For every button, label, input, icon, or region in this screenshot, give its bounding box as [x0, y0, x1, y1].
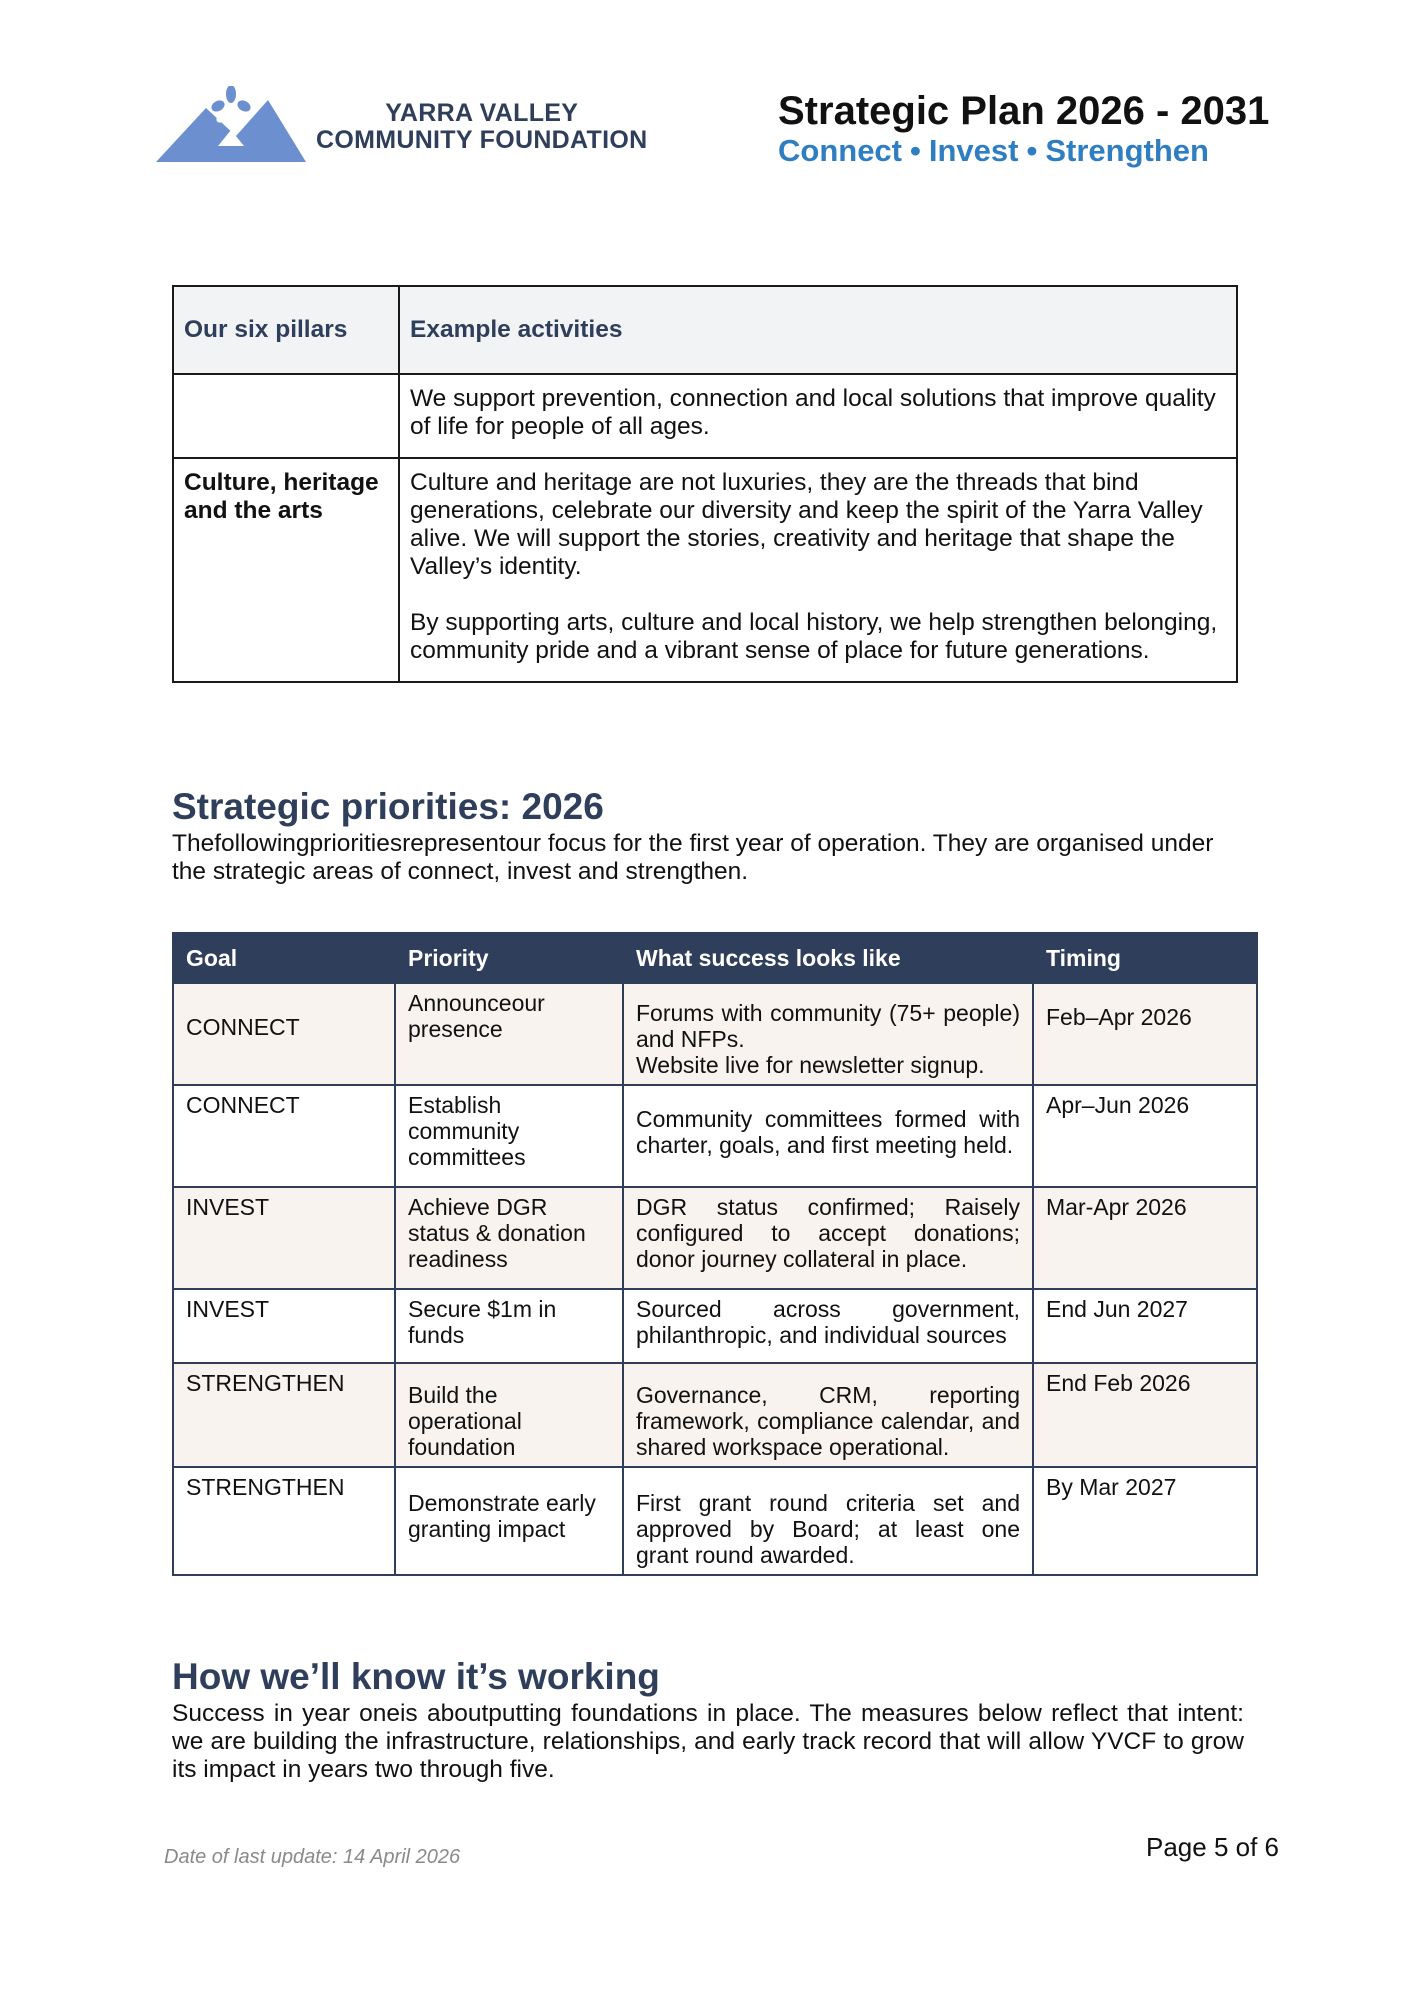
timing-cell: Feb–Apr 2026	[1033, 983, 1257, 1085]
column-header-priority: Priority	[395, 933, 623, 983]
table-row	[173, 1187, 1257, 1289]
timing-cell: By Mar 2027	[1033, 1467, 1257, 1575]
tagline-invest: Invest	[928, 133, 1019, 168]
success-cell: Sourced across government, philanthropic, and individual sources	[623, 1289, 1033, 1363]
page-number: Page 5 of 6	[1146, 1832, 1279, 1862]
table-row	[173, 458, 1237, 682]
activity-paragraph: We support prevention, connection and local solutions that improve quality of life for people of all ages.	[410, 385, 1216, 440]
priorities-table	[172, 932, 1258, 1576]
pillar-activities	[399, 458, 1237, 682]
priority-cell: Secure $1m in funds	[395, 1289, 623, 1363]
priority-cell: Announceour presence	[395, 983, 623, 1085]
tagline	[778, 133, 1209, 169]
priority-cell: Establish community committees	[395, 1085, 623, 1187]
timing-cell: End Feb 2026	[1033, 1363, 1257, 1467]
goal-cell: INVEST	[173, 1289, 395, 1363]
success-cell	[623, 983, 1033, 1085]
bullet-separator: •	[910, 133, 921, 168]
table-row	[173, 983, 1257, 1085]
pillar-name	[173, 374, 399, 458]
timing-cell: End Jun 2027	[1033, 1289, 1257, 1363]
priority-cell: Achieve DGR status & donation readiness	[395, 1187, 623, 1289]
activity-paragraph: Culture and heritage are not luxuries, they are the threads that bind generations, celebrate our diversity and keep the spirit of the Yarra Valley alive. We will support the stories, creativity and heritage that shape the Valley’s identity.	[410, 469, 1203, 580]
goal-cell: CONNECT	[173, 1085, 395, 1187]
success-line: Forums with community (75+ people) and NFPs.	[636, 1000, 1020, 1052]
success-cell: DGR status confirmed; Raisely configured to accept donations; donor journey collateral in place.	[623, 1187, 1033, 1289]
success-cell: Governance, CRM, reporting framework, compliance calendar, and shared workspace operational.	[623, 1363, 1033, 1467]
success-line: Website live for newsletter signup.	[636, 1052, 985, 1078]
org-name-line2: COMMUNITY FOUNDATION	[316, 126, 648, 154]
organisation-name	[316, 100, 647, 154]
plan-title: Strategic Plan 2026 - 2031	[778, 89, 1270, 133]
table-header-row	[173, 286, 1237, 374]
column-header-goal: Goal	[173, 933, 395, 983]
pillars-table	[172, 285, 1238, 683]
goal-cell: STRENGTHEN	[173, 1467, 395, 1575]
section-heading-working: How we’ll know it’s working	[172, 1656, 660, 1697]
column-header-timing: Timing	[1033, 933, 1257, 983]
tagline-strengthen: Strengthen	[1045, 133, 1209, 168]
mountain-logo-icon	[156, 86, 316, 166]
section-heading-priorities: Strategic priorities: 2026	[172, 786, 604, 827]
priority-cell: Build the operational foundation	[395, 1363, 623, 1467]
goal-cell: CONNECT	[173, 983, 395, 1085]
column-header-activities: Example activities	[399, 286, 1237, 374]
tagline-connect: Connect	[778, 133, 902, 168]
column-header-success: What success looks like	[623, 933, 1033, 983]
table-row	[173, 1467, 1257, 1575]
bullet-separator: •	[1026, 133, 1038, 168]
goal-cell: STRENGTHEN	[173, 1363, 395, 1467]
last-update-date: Date of last update: 14 April 2026	[164, 1846, 461, 1868]
pillar-name: Culture, heritage and the arts	[173, 458, 399, 682]
column-header-pillars: Our six pillars	[173, 286, 399, 374]
timing-cell: Apr–Jun 2026	[1033, 1085, 1257, 1187]
priorities-intro: Thefollowingprioritiesrepresentour focus for the first year of operation. They are organised under the strategic areas of connect, invest and strengthen.	[172, 830, 1214, 885]
success-cell: First grant round criteria set and approved by Board; at least one grant round awarded.	[623, 1467, 1033, 1575]
table-row	[173, 1363, 1257, 1467]
table-row	[173, 1289, 1257, 1363]
activity-paragraph: By supporting arts, culture and local history, we help strengthen belonging, community pride and a vibrant sense of place for future generations.	[410, 609, 1218, 664]
success-cell: Community committees formed with charter, goals, and first meeting held.	[623, 1085, 1033, 1187]
table-row	[173, 1085, 1257, 1187]
org-name-line1: YARRA VALLEY	[385, 99, 579, 127]
working-intro: Success in year oneis aboutputting foundations in place. The measures below reflect that intent: we are building the infrastructure, relationships, and early track record that will allow YVCF to grow its impact in years two through five.	[172, 1700, 1244, 1783]
table-row	[173, 374, 1237, 458]
priority-cell: Demonstrate early granting impact	[395, 1467, 623, 1575]
timing-cell: Mar-Apr 2026	[1033, 1187, 1257, 1289]
table-header-row	[173, 933, 1257, 983]
foundation-logo	[156, 86, 716, 166]
goal-cell: INVEST	[173, 1187, 395, 1289]
pillar-activities	[399, 374, 1237, 458]
